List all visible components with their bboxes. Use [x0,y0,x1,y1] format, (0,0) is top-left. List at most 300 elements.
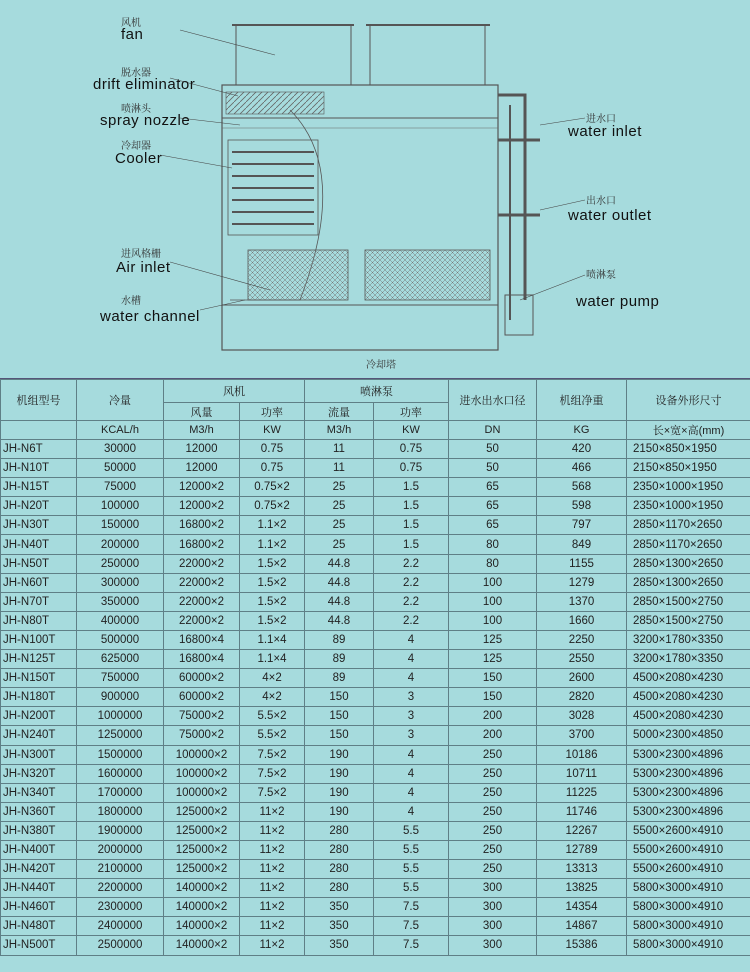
cell-dimensions: 2850×1500×2750 [627,592,750,611]
table-row [1,535,750,554]
cell-flow: 25 [305,516,374,535]
cell-weight: 14354 [537,898,627,917]
cell-weight: 14867 [537,917,627,936]
cell-weight: 13825 [537,879,627,898]
cell-dimensions: 2850×1500×2750 [627,611,750,630]
cell-capacity: 1600000 [77,764,164,783]
cell-capacity: 2400000 [77,917,164,936]
water-inlet-label: water inlet [568,123,642,140]
cell-pipe-dn: 250 [449,840,537,859]
cell-air-volume: 22000×2 [164,554,240,573]
air-inlet-label-cn: 进风格栅 [121,245,161,260]
cell-pump-power: 7.5 [374,917,449,936]
cell-pump-power: 2.2 [374,554,449,573]
table-row [1,440,750,459]
cell-weight: 11225 [537,783,627,802]
cell-pump-power: 2.2 [374,592,449,611]
cell-weight: 13313 [537,860,627,879]
cell-model: JH-N340T [1,783,77,802]
cell-dimensions: 5300×2300×4896 [627,764,750,783]
cell-flow: 280 [305,840,374,859]
cell-model: JH-N400T [1,840,77,859]
cell-capacity: 300000 [77,573,164,592]
cell-dimensions: 4500×2080×4230 [627,669,750,688]
cell-fan-power: 1.1×4 [240,650,305,669]
unit-dims: 长×宽×高(mm) [627,421,750,440]
cell-pipe-dn: 65 [449,497,537,516]
cell-pump-power: 3 [374,688,449,707]
cell-dimensions: 2150×850×1950 [627,459,750,478]
cell-air-volume: 16800×4 [164,630,240,649]
cell-flow: 150 [305,726,374,745]
cell-dimensions: 2350×1000×1950 [627,478,750,497]
cell-flow: 44.8 [305,554,374,573]
cell-model: JH-N20T [1,497,77,516]
cell-pipe-dn: 150 [449,688,537,707]
cell-pump-power: 4 [374,650,449,669]
cell-flow: 190 [305,764,374,783]
cell-fan-power: 7.5×2 [240,745,305,764]
cell-fan-power: 0.75 [240,440,305,459]
cell-pump-power: 2.2 [374,611,449,630]
cell-pipe-dn: 200 [449,707,537,726]
table-row [1,592,750,611]
cell-pipe-dn: 125 [449,630,537,649]
cell-flow: 25 [305,535,374,554]
cell-fan-power: 0.75 [240,459,305,478]
cell-model: JH-N320T [1,764,77,783]
cell-dimensions: 2850×1300×2650 [627,554,750,573]
cell-capacity: 2100000 [77,860,164,879]
cell-air-volume: 125000×2 [164,840,240,859]
cell-model: JH-N40T [1,535,77,554]
cell-flow: 89 [305,630,374,649]
cell-air-volume: 12000×2 [164,497,240,516]
cell-capacity: 625000 [77,650,164,669]
air-inlet-label: Air inlet [116,259,171,276]
cell-pump-power: 3 [374,726,449,745]
cell-air-volume: 100000×2 [164,783,240,802]
cell-pipe-dn: 65 [449,516,537,535]
cell-pump-power: 5.5 [374,879,449,898]
water-pump-label: water pump [576,293,659,310]
fan-label: fan [121,26,143,43]
table-row [1,497,750,516]
cell-pump-power: 7.5 [374,936,449,955]
cell-flow: 44.8 [305,611,374,630]
cell-pipe-dn: 50 [449,459,537,478]
unit-weight: KG [537,421,627,440]
cell-dimensions: 2850×1170×2650 [627,516,750,535]
cell-pipe-dn: 300 [449,917,537,936]
cell-air-volume: 22000×2 [164,573,240,592]
cell-fan-power: 11×2 [240,879,305,898]
cell-air-volume: 16800×2 [164,516,240,535]
cell-capacity: 1500000 [77,745,164,764]
cell-weight: 1370 [537,592,627,611]
cell-pipe-dn: 300 [449,879,537,898]
table-row [1,707,750,726]
cell-pipe-dn: 200 [449,726,537,745]
cell-air-volume: 100000×2 [164,745,240,764]
cell-fan-power: 11×2 [240,936,305,955]
cell-dimensions: 5500×2600×4910 [627,860,750,879]
cell-air-volume: 16800×4 [164,650,240,669]
table-row [1,650,750,669]
cell-air-volume: 12000×2 [164,478,240,497]
cell-pump-power: 4 [374,669,449,688]
cell-capacity: 1900000 [77,821,164,840]
cell-model: JH-N125T [1,650,77,669]
cell-pipe-dn: 300 [449,936,537,955]
spray-nozzle-label-cn: 喷淋头 [121,100,151,115]
unit-air: M3/h [164,421,240,440]
cell-model: JH-N420T [1,860,77,879]
cell-capacity: 400000 [77,611,164,630]
cell-capacity: 2500000 [77,936,164,955]
table-row [1,630,750,649]
fan-label-cn: 风机 [121,14,141,29]
cell-model: JH-N380T [1,821,77,840]
cell-air-volume: 140000×2 [164,898,240,917]
cell-fan-power: 1.1×2 [240,535,305,554]
cell-model: JH-N360T [1,802,77,821]
cell-pump-power: 4 [374,802,449,821]
cell-pipe-dn: 250 [449,821,537,840]
cell-flow: 350 [305,898,374,917]
cell-flow: 280 [305,860,374,879]
cell-flow: 190 [305,783,374,802]
cell-fan-power: 11×2 [240,898,305,917]
cell-flow: 150 [305,707,374,726]
cell-pump-power: 4 [374,745,449,764]
cell-weight: 11746 [537,802,627,821]
header-dims: 设备外形尺寸 [627,380,750,421]
header-flow: 流量 [305,403,374,421]
cell-capacity: 2300000 [77,898,164,917]
cell-pipe-dn: 80 [449,554,537,573]
table-row [1,573,750,592]
cell-model: JH-N15T [1,478,77,497]
cell-model: JH-N200T [1,707,77,726]
cell-fan-power: 11×2 [240,821,305,840]
cell-dimensions: 5500×2600×4910 [627,840,750,859]
cell-fan-power: 1.1×4 [240,630,305,649]
cell-fan-power: 5.5×2 [240,707,305,726]
cell-dimensions: 5300×2300×4896 [627,745,750,764]
cell-air-volume: 75000×2 [164,726,240,745]
cell-dimensions: 2850×1170×2650 [627,535,750,554]
table-row [1,840,750,859]
cell-pipe-dn: 100 [449,611,537,630]
cell-weight: 420 [537,440,627,459]
cell-capacity: 1250000 [77,726,164,745]
table-row [1,860,750,879]
cell-model: JH-N6T [1,440,77,459]
cell-fan-power: 4×2 [240,688,305,707]
cell-air-volume: 22000×2 [164,592,240,611]
cell-fan-power: 1.5×2 [240,592,305,611]
cell-fan-power: 11×2 [240,917,305,936]
water-inlet-label-cn: 进水口 [586,110,616,125]
cell-fan-power: 11×2 [240,802,305,821]
table-row [1,821,750,840]
header-pump: 喷淋泵 [305,380,449,403]
cell-weight: 10186 [537,745,627,764]
header-air-volume: 风量 [164,403,240,421]
cell-capacity: 900000 [77,688,164,707]
cell-pump-power: 3 [374,707,449,726]
cell-dimensions: 5800×3000×4910 [627,936,750,955]
cell-flow: 190 [305,745,374,764]
table-row [1,936,750,955]
header-weight: 机组净重 [537,380,627,421]
cell-flow: 190 [305,802,374,821]
cell-flow: 350 [305,936,374,955]
cell-weight: 2250 [537,630,627,649]
cell-flow: 350 [305,917,374,936]
table-row [1,478,750,497]
cell-dimensions: 5800×3000×4910 [627,898,750,917]
cell-pump-power: 1.5 [374,516,449,535]
cell-dimensions: 5800×3000×4910 [627,917,750,936]
cell-capacity: 350000 [77,592,164,611]
cell-fan-power: 5.5×2 [240,726,305,745]
cell-fan-power: 7.5×2 [240,783,305,802]
unit-fan-kw: KW [240,421,305,440]
header-capacity: 冷量 [77,380,164,421]
cell-dimensions: 5300×2300×4896 [627,802,750,821]
header-model: 机组型号 [1,380,77,421]
cell-weight: 3700 [537,726,627,745]
cell-flow: 25 [305,478,374,497]
cell-air-volume: 140000×2 [164,879,240,898]
unit-flow: M3/h [305,421,374,440]
cell-weight: 568 [537,478,627,497]
cell-capacity: 1700000 [77,783,164,802]
cell-pipe-dn: 250 [449,783,537,802]
cell-flow: 11 [305,440,374,459]
cell-capacity: 250000 [77,554,164,573]
cell-flow: 11 [305,459,374,478]
cell-model: JH-N500T [1,936,77,955]
spec-table [0,379,750,956]
cell-fan-power: 11×2 [240,840,305,859]
spec-table-wrap [0,378,750,972]
cell-air-volume: 16800×2 [164,535,240,554]
table-row [1,611,750,630]
cell-pump-power: 7.5 [374,898,449,917]
cell-model: JH-N480T [1,917,77,936]
diagram-caption: 冷却塔 [366,356,396,371]
cell-flow: 89 [305,650,374,669]
cell-air-volume: 140000×2 [164,917,240,936]
cell-weight: 2820 [537,688,627,707]
table-row [1,459,750,478]
cell-weight: 12789 [537,840,627,859]
cell-pipe-dn: 250 [449,745,537,764]
cell-model: JH-N30T [1,516,77,535]
cell-weight: 2550 [537,650,627,669]
cell-capacity: 200000 [77,535,164,554]
water-channel-label-cn: 水槽 [121,292,141,307]
table-row [1,554,750,573]
cell-model: JH-N80T [1,611,77,630]
table-row [1,783,750,802]
cell-weight: 1155 [537,554,627,573]
cell-weight: 598 [537,497,627,516]
cell-dimensions: 3200×1780×3350 [627,630,750,649]
cell-fan-power: 1.5×2 [240,573,305,592]
cell-capacity: 750000 [77,669,164,688]
cell-model: JH-N50T [1,554,77,573]
cell-pipe-dn: 65 [449,478,537,497]
table-row [1,516,750,535]
cell-pump-power: 5.5 [374,840,449,859]
cell-model: JH-N180T [1,688,77,707]
water-outlet-label: water outlet [568,207,652,224]
cell-model: JH-N440T [1,879,77,898]
cell-dimensions: 5500×2600×4910 [627,821,750,840]
cell-model: JH-N150T [1,669,77,688]
cell-air-volume: 125000×2 [164,802,240,821]
table-row [1,879,750,898]
unit-capacity: KCAL/h [77,421,164,440]
unit-pipe: DN [449,421,537,440]
cell-air-volume: 60000×2 [164,669,240,688]
cell-fan-power: 0.75×2 [240,497,305,516]
cell-pipe-dn: 250 [449,764,537,783]
cell-model: JH-N60T [1,573,77,592]
cell-air-volume: 125000×2 [164,860,240,879]
cell-pump-power: 0.75 [374,459,449,478]
table-row [1,726,750,745]
cell-dimensions: 2150×850×1950 [627,440,750,459]
cell-dimensions: 3200×1780×3350 [627,650,750,669]
cell-weight: 1279 [537,573,627,592]
cell-pipe-dn: 250 [449,802,537,821]
cell-dimensions: 2850×1300×2650 [627,573,750,592]
header-pipe: 进水出水口径 [449,380,537,421]
cell-air-volume: 22000×2 [164,611,240,630]
cell-weight: 1660 [537,611,627,630]
cell-model: JH-N460T [1,898,77,917]
cell-pipe-dn: 250 [449,860,537,879]
table-row [1,745,750,764]
cell-dimensions: 5000×2300×4850 [627,726,750,745]
cell-pump-power: 4 [374,764,449,783]
cell-pipe-dn: 125 [449,650,537,669]
cell-dimensions: 4500×2080×4230 [627,688,750,707]
table-row [1,764,750,783]
cell-weight: 12267 [537,821,627,840]
cell-model: JH-N300T [1,745,77,764]
spray-nozzle-label: spray nozzle [100,112,190,129]
cell-dimensions: 5300×2300×4896 [627,783,750,802]
cell-flow: 89 [305,669,374,688]
header-fan-power: 功率 [240,403,305,421]
cell-dimensions: 2350×1000×1950 [627,497,750,516]
cell-capacity: 150000 [77,516,164,535]
cell-pump-power: 5.5 [374,821,449,840]
water-outlet-label-cn: 出水口 [586,192,616,207]
cell-weight: 849 [537,535,627,554]
water-channel-label: water channel [100,308,200,325]
cell-fan-power: 1.5×2 [240,611,305,630]
table-row [1,688,750,707]
cell-air-volume: 140000×2 [164,936,240,955]
cell-pump-power: 1.5 [374,497,449,516]
cell-air-volume: 75000×2 [164,707,240,726]
cell-weight: 10711 [537,764,627,783]
cell-weight: 2600 [537,669,627,688]
cell-capacity: 2200000 [77,879,164,898]
table-row [1,917,750,936]
cell-pump-power: 1.5 [374,478,449,497]
cooler-label-cn: 冷却器 [121,137,151,152]
cell-fan-power: 4×2 [240,669,305,688]
cell-pipe-dn: 80 [449,535,537,554]
cell-flow: 280 [305,879,374,898]
cell-model: JH-N70T [1,592,77,611]
cell-fan-power: 7.5×2 [240,764,305,783]
cooling-tower-diagram [0,0,750,378]
drift-eliminator-label: drift eliminator [93,76,195,93]
cell-pipe-dn: 300 [449,898,537,917]
cell-dimensions: 4500×2080×4230 [627,707,750,726]
cell-pump-power: 4 [374,630,449,649]
cell-flow: 280 [305,821,374,840]
cell-capacity: 1000000 [77,707,164,726]
cooler-label: Cooler [115,150,162,167]
cell-air-volume: 12000 [164,440,240,459]
spec-table-body [1,440,750,956]
cell-air-volume: 12000 [164,459,240,478]
cell-model: JH-N240T [1,726,77,745]
cell-capacity: 75000 [77,478,164,497]
table-row [1,802,750,821]
cell-fan-power: 11×2 [240,860,305,879]
drift-eliminator-label-cn: 脱水器 [121,64,151,79]
cell-pump-power: 5.5 [374,860,449,879]
unit-model [1,421,77,440]
table-row [1,898,750,917]
cell-fan-power: 1.5×2 [240,554,305,573]
cell-flow: 25 [305,497,374,516]
cell-model: JH-N10T [1,459,77,478]
cell-pipe-dn: 150 [449,669,537,688]
cell-weight: 797 [537,516,627,535]
unit-pump-kw: KW [374,421,449,440]
cell-fan-power: 0.75×2 [240,478,305,497]
cell-pump-power: 0.75 [374,440,449,459]
cell-pipe-dn: 100 [449,573,537,592]
cell-pump-power: 2.2 [374,573,449,592]
header-pump-power: 功率 [374,403,449,421]
cell-pipe-dn: 50 [449,440,537,459]
cell-flow: 150 [305,688,374,707]
cell-capacity: 100000 [77,497,164,516]
cell-capacity: 2000000 [77,840,164,859]
cell-dimensions: 5800×3000×4910 [627,879,750,898]
cell-air-volume: 125000×2 [164,821,240,840]
cell-capacity: 1800000 [77,802,164,821]
cell-capacity: 500000 [77,630,164,649]
cell-pump-power: 1.5 [374,535,449,554]
cell-air-volume: 100000×2 [164,764,240,783]
cell-pump-power: 4 [374,783,449,802]
cell-flow: 44.8 [305,592,374,611]
